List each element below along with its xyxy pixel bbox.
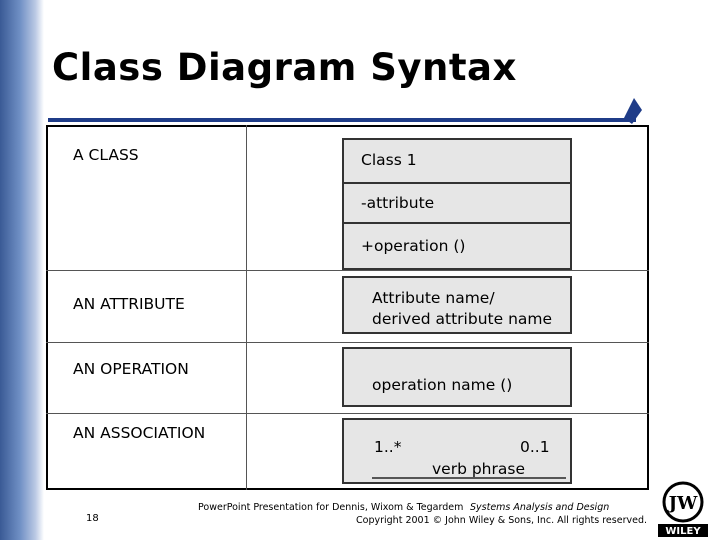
row-label-class: A CLASS (73, 146, 139, 164)
row-label-operation: AN OPERATION (73, 360, 189, 378)
svg-text:JW: JW (668, 493, 698, 514)
row-label-attribute: AN ATTRIBUTE (73, 295, 185, 313)
table-row-divider (46, 342, 649, 343)
class-name-box (342, 138, 572, 184)
attribute-line2: derived attribute name (372, 310, 553, 328)
footer-presentation: PowerPoint Presentation for Dennis, Wixom & Tegardem (198, 502, 464, 513)
arrow-icon (624, 98, 644, 124)
slide-title: Class Diagram Syntax (52, 46, 517, 89)
class-name: Class 1 (361, 151, 417, 169)
class-attribute: -attribute (361, 194, 435, 212)
operation-box (342, 347, 572, 407)
row-label-association: AN ASSOCIATION (73, 424, 206, 442)
multiplicity-left: 1..* (374, 438, 402, 456)
logo-wordmark: WILEY (665, 526, 701, 537)
association-box (342, 418, 572, 484)
title-rule (48, 118, 636, 122)
class-operation-box (342, 222, 572, 270)
slide-number: 18 (86, 513, 99, 524)
table-row-divider (46, 270, 649, 271)
attribute-box (342, 276, 572, 334)
footer-book-title: Systems Analysis and Design (470, 502, 610, 513)
table-column-divider (246, 125, 247, 490)
association-line (344, 420, 570, 482)
verb-phrase: verb phrase (432, 460, 525, 478)
class-attribute-box (342, 182, 572, 224)
table-row-divider (46, 413, 649, 414)
multiplicity-right: 0..1 (520, 438, 550, 456)
footer-copyright: Copyright 2001 © John Wiley & Sons, Inc. All rights reserved. (356, 515, 647, 526)
wiley-logo-icon (656, 480, 710, 538)
class-operation: +operation () (361, 237, 466, 255)
sidebar-gradient (0, 0, 44, 540)
operation-name: operation name () (372, 376, 513, 394)
attribute-line1: Attribute name/ (372, 289, 495, 307)
